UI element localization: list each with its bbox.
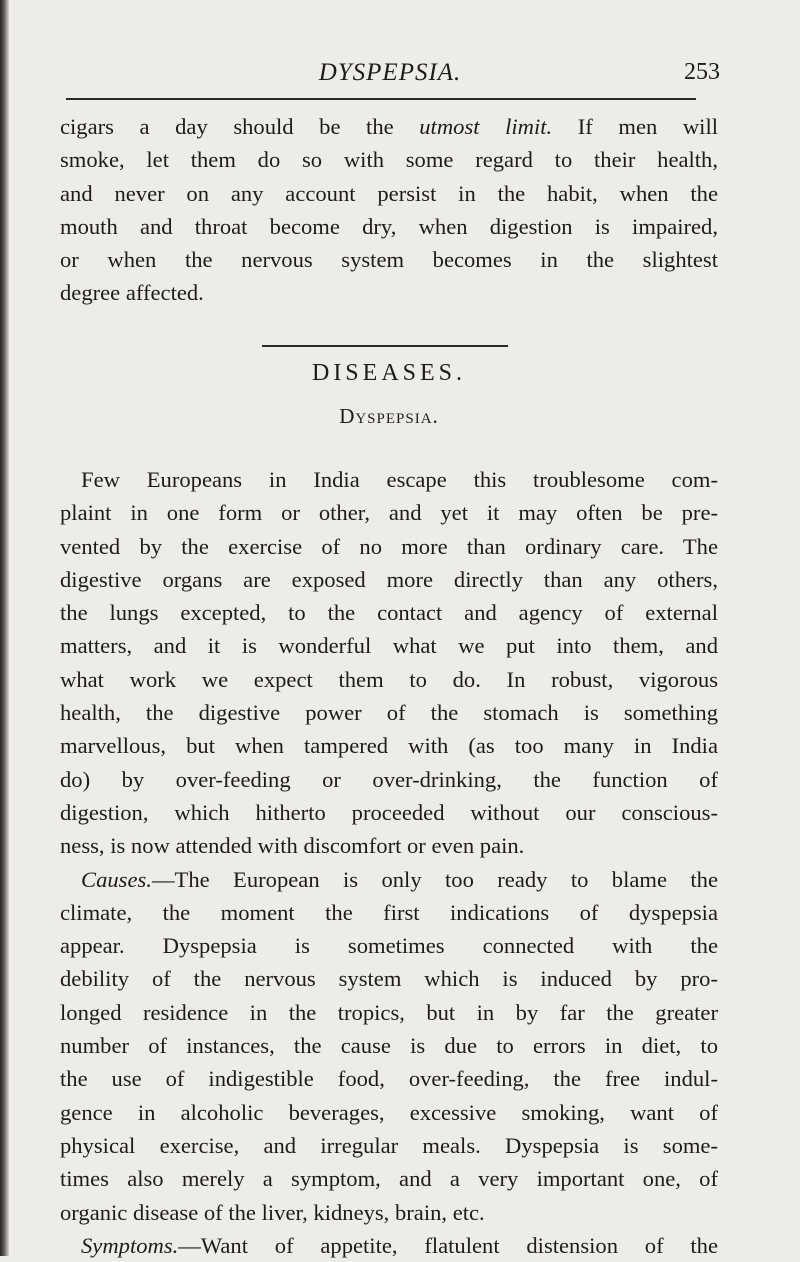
text-line: mouth and throat become dry, when digestion is impaired, bbox=[60, 213, 718, 239]
text-line: number of instances, the cause is due to errors in diet, to bbox=[60, 1033, 718, 1059]
text-line: plaint in one form or other, and yet it may often be pre- bbox=[60, 500, 718, 526]
text-line: organic disease of the liver, kidneys, brain, etc. bbox=[60, 1199, 485, 1225]
text-line: gence in alcoholic beverages, excessive smoking, want of bbox=[60, 1099, 718, 1125]
text-line: Few Europeans in India escape this troublesome com- bbox=[81, 467, 718, 492]
text-line: health, the digestive power of the stomach is something bbox=[60, 700, 718, 726]
text-line: times also merely a symptom, and a very important one, of bbox=[60, 1166, 718, 1192]
text-line: physical exercise, and irregular meals. Dyspepsia is some- bbox=[60, 1132, 718, 1158]
causes-label: Causes. bbox=[81, 866, 152, 892]
running-head bbox=[60, 57, 720, 97]
text-line: the use of indigestible food, over-feeding, the free indul- bbox=[60, 1066, 718, 1092]
running-title: DYSPEPSIA. bbox=[318, 59, 462, 86]
text-run: —The European is only too ready to blame the bbox=[151, 866, 718, 892]
text-line: marvellous, but when tampered with (as too many in India bbox=[60, 733, 718, 759]
symptoms-label: Symptoms. bbox=[81, 1232, 179, 1258]
text-line: appear. Dyspepsia is sometimes connected with the bbox=[60, 933, 718, 959]
text-line: ness, is now attended with discomfort or even pain. bbox=[60, 833, 525, 859]
text-line: climate, the moment the first indications of dyspepsia bbox=[60, 899, 718, 925]
text-run: —Want of appetite, flatulent distension of the bbox=[178, 1232, 718, 1258]
page-number: 253 bbox=[684, 59, 720, 85]
text-line: degree affected. bbox=[60, 280, 204, 306]
page-binding-edge bbox=[0, 0, 9, 1256]
header-rule bbox=[66, 98, 696, 100]
text-line: and never on any account persist in the habit, when the bbox=[60, 180, 718, 206]
text-line: debility of the nervous system which is induced by pro- bbox=[60, 966, 718, 992]
text-line: or when the nervous system becomes in the slightest bbox=[60, 247, 718, 273]
text-run: If men will bbox=[552, 114, 718, 139]
dyspepsia-paragraph bbox=[60, 463, 718, 1262]
text-line: the lungs excepted, to the contact and agency of external bbox=[60, 600, 718, 626]
text-line bbox=[60, 110, 718, 143]
text-line: smoke, let them do so with some regard to their health, bbox=[60, 147, 718, 173]
italic-phrase: utmost limit. bbox=[419, 114, 553, 139]
text-line: what work we expect them to do. In robust, vigorous bbox=[60, 666, 718, 692]
continuation-paragraph bbox=[60, 110, 718, 310]
text-line bbox=[60, 1229, 718, 1262]
text-line bbox=[60, 863, 718, 896]
text-line: digestion, which hitherto proceeded without our conscious- bbox=[60, 799, 718, 825]
text-line: digestive organs are exposed more directly than any others, bbox=[60, 566, 718, 592]
text-line: longed residence in the tropics, but in by far the greater bbox=[60, 999, 718, 1025]
text-line: do) by over-feeding or over-drinking, the function of bbox=[60, 766, 718, 792]
text-line: matters, and it is wonderful what we put into them, and bbox=[60, 633, 718, 659]
text-line: vented by the exercise of no more than ordinary care. The bbox=[60, 533, 718, 559]
section-heading: DISEASES. bbox=[311, 360, 467, 386]
section-divider bbox=[262, 345, 508, 347]
text-run: cigars a day should be the bbox=[60, 114, 420, 139]
subsection-heading: Dyspepsia. bbox=[339, 404, 439, 428]
